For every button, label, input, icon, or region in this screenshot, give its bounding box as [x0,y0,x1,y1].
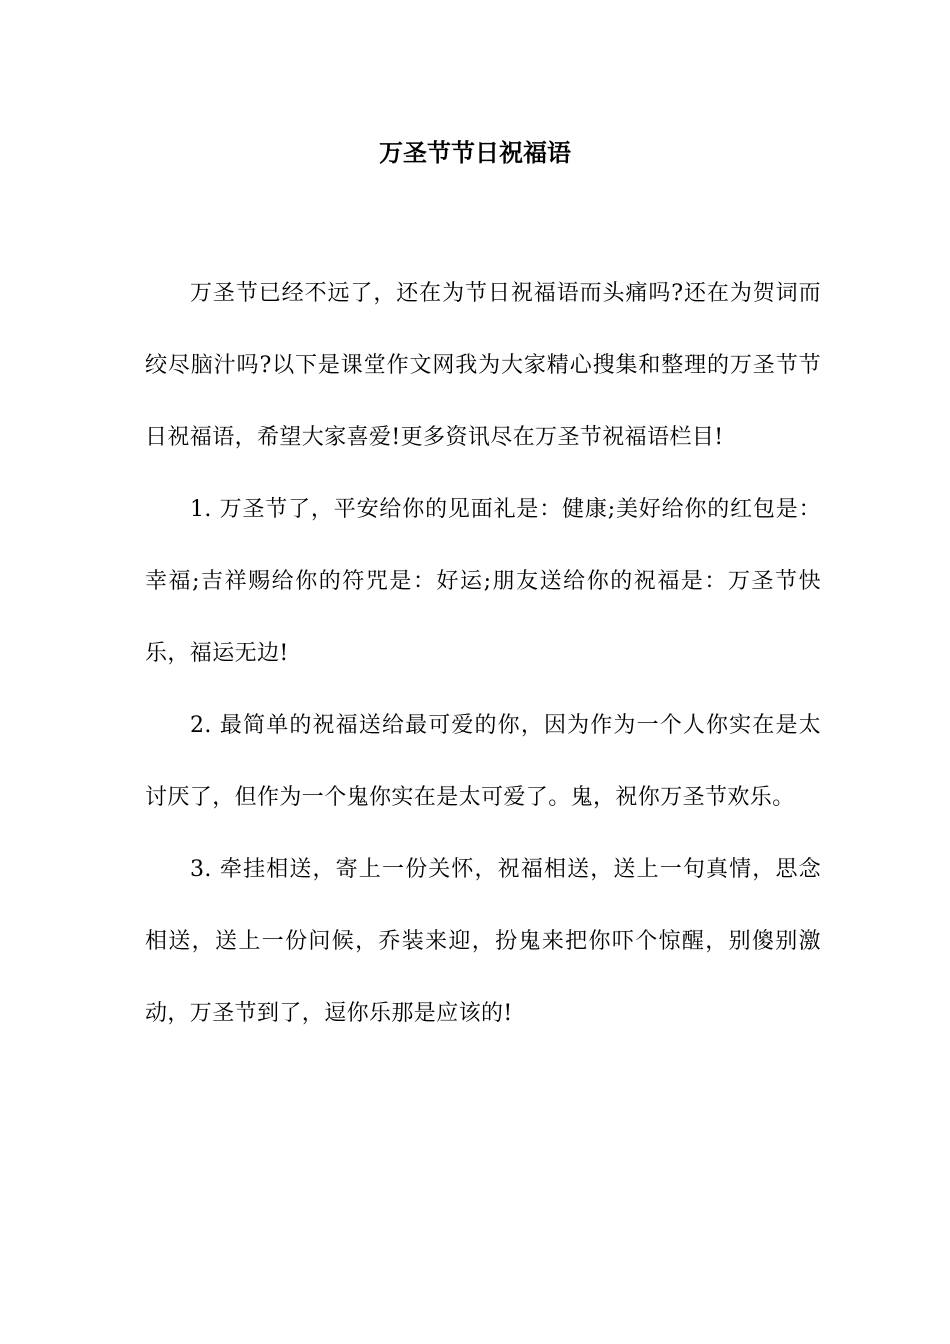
intro-paragraph: 万圣节已经不远了，还在为节日祝福语而头痛吗?还在为贺词而绞尽脑汁吗?以下是课堂作文网我为大家精心搜集和整理的万圣节节日祝福语，希望大家喜爱!更多资讯尽在万圣节祝福语栏目! [145,281,821,450]
document-body [145,258,821,1050]
greeting-item-2: 2. 最简单的祝福送给最可爱的你，因为作为一个人你实在是太讨厌了，但作为一个鬼你实在是太可爱了。鬼，祝你万圣节欢乐。 [145,713,821,810]
document-title: 万圣节节日祝福语 [379,138,571,167]
greeting-item-1: 1. 万圣节了，平安给你的见面礼是：健康;美好给你的红包是：幸福;吉祥赐给你的符咒是：好运;朋友送给你的祝福是：万圣节快乐，福运无边! [145,497,821,666]
greeting-item-3: 3. 牵挂相送，寄上一份关怀，祝福相送，送上一句真情，思念相送，送上一份问候，乔装来迎，扮鬼来把你吓个惊醒，别傻别激动，万圣节到了，逗你乐那是应该的! [145,857,821,1026]
